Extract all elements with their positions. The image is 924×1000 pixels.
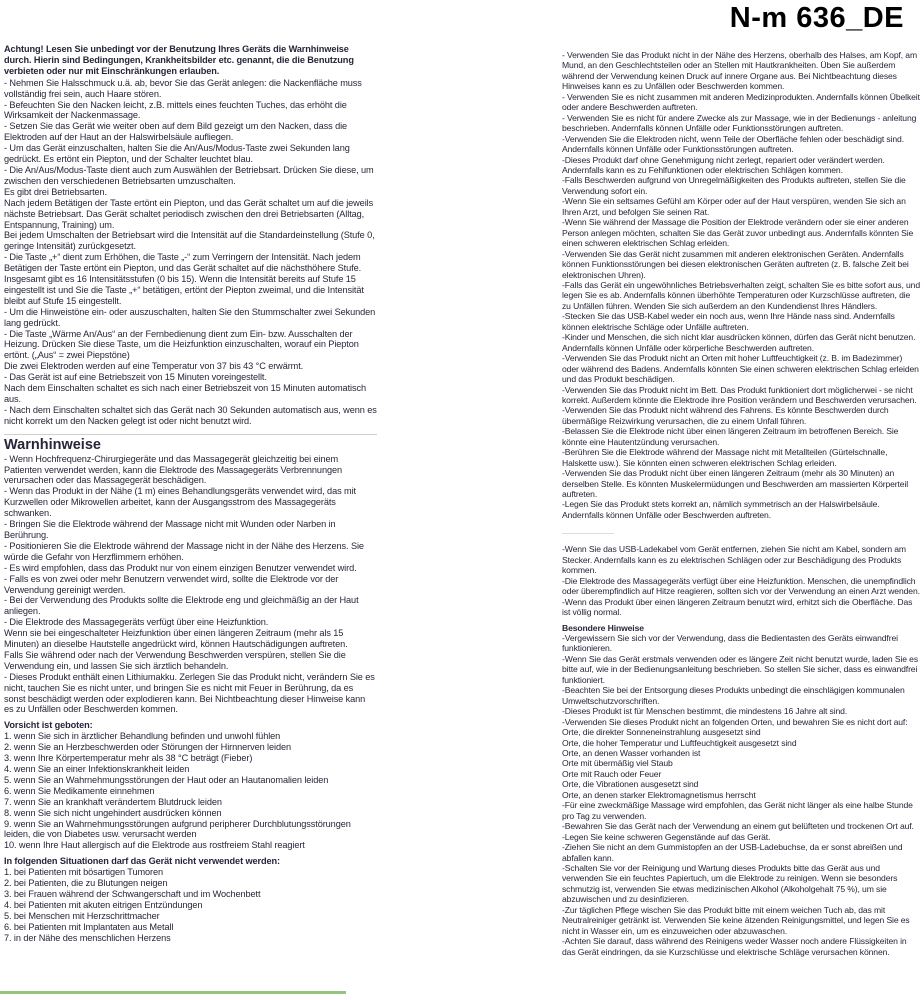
warning-paragraph: - Es wird empfohlen, dass das Produkt nur von einem einzigen Benutzer verwendet wird. (4, 562, 357, 573)
special-note-paragraph: -Ziehen Sie nicht an dem Gummistopfen an der USB-Ladebuchse, da er sonst abreißen und abfallen kann. (562, 842, 903, 863)
care-paragraph: -Wenn das Produkt über einen längeren Zeitraum benutzt wird, erhitzt sich die Oberfläche. Das ist völlig normal. (562, 596, 913, 618)
safety-paragraph: - Verwenden Sie das Produkt nicht in der Nähe des Herzens, oberhalb des Halses, am Kopf, am Mund, an den Geschlechtsteilen oder an Stellen mit Hautkrankheiten. Üben Sie außerdem während der Verwendung keinen Druck auf innere Organe aus. Bei Nichtbeachtung dieses Hinweises kann es zu Unfällen oder Beschwerden kommen. (562, 50, 917, 92)
usb-care-list (562, 544, 920, 617)
special-note-paragraph: Orte, an denen Wasser vorhanden ist (562, 748, 701, 758)
special-notes-list (562, 633, 920, 957)
special-note-paragraph: -Bewahren Sie das Gerät nach der Verwendung an einem gut belüfteten und trockenen Ort auf. (562, 821, 914, 832)
special-note-paragraph: Orte mit Rauch oder Feuer (562, 768, 662, 779)
safety-paragraph: - Verwenden Sie es nicht zusammen mit anderen Medizinprodukten. Andernfalls können Übelkeit oder andere Beschwerden auftreten. (562, 91, 920, 113)
warning-paragraph: - Bei der Verwendung des Produkts sollte die Elektrode eng und gleichmäßig an der Haut anliegen. (4, 595, 359, 617)
warning-paragraph: - Falls es von zwei oder mehr Benutzern verwendet wird, sollte die Elektrode vor der Verwendung gereinigt werden. (4, 573, 339, 595)
caution-item: 9. wenn Sie an Wahrnehmungsstörungen aufgrund peripherer Durchblutungsstörungen leiden, die von Diabetes usw. verursacht werden (4, 818, 351, 840)
special-note-paragraph: Orte, die Vibrationen ausgesetzt sind (562, 779, 699, 790)
instruction-paragraph: - Nach dem Einschalten schaltet sich das Gerät nach 30 Sekunden automatisch aus, wenn es nicht korrekt um den Nacken gelegt ist oder nicht benutzt wird. (4, 404, 377, 426)
page-title: N-m 636_DE (729, 2, 904, 34)
warning-paragraph: Falls Sie während oder nach der Verwendung Beschwerden verspüren, stellen Sie die Verwendung ein, und lassen Sie sich ärztlich behandeln. (4, 649, 346, 671)
safety-paragraph: -Dieses Produkt darf ohne Genehmigung nicht zerlegt, repariert oder verändert werden. Andernfalls kann es zu Fehlfunktionen oder elektrischen Schlägen kommen. (562, 154, 885, 175)
instruction-paragraph: Bei jedem Umschalten der Betriebsart wird die Intensität auf die Standardeinstellung (Stufe 0, geringe Intensität) zurückgesetzt. (4, 230, 375, 252)
safety-list (562, 50, 920, 520)
forbidden-item: 4. bei Patienten mit akuten eitrigen Entzündungen (4, 899, 203, 910)
safety-paragraph: -Verwenden Sie das Produkt nicht über einen längeren Zeitraum (mehr als 30 Minuten) an derselben Stelle. Es könnten Muskelermüdungen und Beschwerden am massierten Körperteil auftreten. (562, 468, 909, 500)
instruction-paragraph: Nach jedem Betätigen der Taste ertönt ein Piepton, und das Gerät schaltet um auf die jeweils nächste Betriebsart. Das Gerät schaltet periodisch zwischen den drei Betriebsarten (Alltag, Entspannung, Training) um. (4, 197, 374, 230)
safety-paragraph: -Legen Sie das Produkt stets korrekt an, nämlich symmetrisch an der Halswirbelsäule. Andernfalls können Unfälle oder Beschwerden auftreten. (562, 499, 880, 520)
safety-paragraph: -Verwenden Sie das Produkt nicht an Orten mit hoher Luftfeuchtigkeit (z. B. im Badezimmer) oder während des Badens. Andernfalls könnten Sie einen schweren elektrischen Schlag erleiden und das Produkt beschädigen. (562, 353, 919, 385)
instruction-paragraph: - Die Taste „Wärme An/Aus“ an der Fernbedienung dient zum Ein- bzw. Ausschalten der Heizung. Drücken Sie diese Taste, um die Heizfunktion einzuschalten, worauf ein Piepton ertönt. („Aus“ = zwei Piepstöne) (4, 328, 359, 361)
instruction-paragraph: Die zwei Elektroden werden auf eine Temperatur von 37 bis 43 °C erwärmt. (4, 361, 304, 372)
safety-paragraph: -Kinder und Menschen, die sich nicht klar ausdrücken können, dürfen das Gerät nicht benutzen. Andernfalls können Unfälle oder körperliche Beschwerden auftreten. (562, 332, 916, 353)
safety-paragraph: -Verwenden Sie das Produkt nicht während des Fahrens. Es könnte Beschwerden durch übermäßige Reizwirkung verursachen, die zu einem Unfall führen. (562, 405, 889, 426)
caution-item: 7. wenn Sie an krankhaft verändertem Blutdruck leiden (4, 796, 222, 807)
special-note-paragraph: -Achten Sie darauf, dass während des Reinigens weder Wasser noch andere Flüssigkeiten in das Gerät eindringen, da sie Kurzschlüsse und elektrische Schläge verursachen können. (562, 936, 907, 957)
subsection-divider (562, 533, 614, 534)
special-note-paragraph: Orte mit übermäßig viel Staub (562, 758, 673, 769)
special-note-paragraph: -Für eine zweckmäßige Massage wird empfohlen, das Gerät nicht länger als eine halbe Stunde pro Tag zu verwenden. (562, 800, 913, 821)
safety-paragraph: -Verwenden Sie das Gerät nicht zusammen mit anderen elektronischen Geräten. Andernfalls können Funktionsstörungen bei diesen elektronischen Geräten auftreten (z. B. falsche Zeit bei elektronischen Uhren). (562, 248, 909, 280)
attention-intro: Achtung! Lesen Sie unbedingt vor der Benutzung Ihres Geräts die Warnhinweise durch. Hierin sind Bedingungen, Krankheitsbilder etc. genannt, die die Benutzung verbieten oder nur mit Einschränkungen erlauben. (4, 44, 354, 76)
safety-paragraph: -Falls das Gerät ein ungewöhnliches Betriebsverhalten zeigt, schalten Sie es bitte sofort aus, und legen Sie es ab. Andernfalls können überhöhte Temperaturen oder Kurzschlüsse auftreten, die zu Unfällen führen. Wenden Sie sich außerdem an den Kundendienst Ihres Händlers. (562, 279, 920, 311)
caution-heading: Vorsicht ist geboten: (4, 720, 93, 731)
green-divider (0, 991, 346, 994)
safety-paragraph: -Verwenden Sie das Produkt nicht im Bett. Das Produkt funktioniert dort möglicherwei - se nicht korrekt. Außerdem könnte die Elektrode ihre Position verändern und Beschwerden verursachen. (562, 384, 917, 405)
special-note-paragraph: -Beachten Sie bei der Entsorgung dieses Produkts unbedingt die einschlägigen kommunalen Umweltschutzvorschriften. (562, 685, 905, 706)
right-column (562, 50, 920, 957)
warnings-heading: Warnhinweise (4, 436, 101, 453)
forbidden-item: 7. in der Nähe des menschlichen Herzens (4, 932, 171, 943)
warning-paragraph: - Positionieren Sie die Elektrode während der Massage nicht in der Nähe des Herzens. Sie würde die Gefahr von Herzflimmern erhöhen. (4, 540, 364, 562)
caution-item: 1. wenn Sie sich in ärztlicher Behandlung befinden und unwohl fühlen (4, 731, 281, 742)
caution-item: 8. wenn Sie sich nicht ungehindert ausdrücken können (4, 807, 222, 818)
instruction-paragraph: - Die Taste „+“ dient zum Erhöhen, die Taste „-“ zum Verringern der Intensität. Nach jedem Betätigen der Taste ertönt ein Piepton, und das Gerät schaltet auf die nächsthöhere Stufe. Insgesamt gibt es 16 Intensitätsstufen (0 bis 15). Wenn die Intensität bereits auf Stufe 15 eingestellt ist und Sie die Taste „+“ betätigen, ertönt der Piepton zweimal, und die Intensität bleibt auf Stufe 15 eingestellt. (4, 252, 364, 306)
special-note-paragraph: Orte, die direkter Sonneneinstrahlung ausgesetzt sind (562, 727, 761, 738)
safety-paragraph: -Falls Beschwerden aufgrund von Unregelmäßigkeiten des Produkts auftreten, stellen Sie die Verwendung sofort ein. (562, 175, 906, 196)
warning-paragraph: - Die Elektrode des Massagegeräts verfügt über eine Heizfunktion. (4, 617, 269, 628)
warning-paragraph: - Wenn das Produkt in der Nähe (1 m) eines Behandlungsgeräts verwendet wird, das mit Kurzwellen oder Mikrowellen arbeitet, kann der Ausgangsstrom des Massagegeräts schwanken. (4, 486, 356, 519)
section-divider (4, 434, 377, 435)
forbidden-heading: In folgenden Situationen darf das Gerät nicht verwendet werden: (4, 856, 281, 867)
caution-item: 2. wenn Sie an Herzbeschwerden oder Störungen der Hirnnerven leiden (4, 742, 291, 753)
safety-paragraph: -Stecken Sie das USB-Kabel weder ein noch aus, wenn Ihre Hände nass sind. Andernfalls können elektrische Schläge oder Unfälle auftreten. (562, 311, 895, 332)
safety-paragraph: -Wenn Sie ein seltsames Gefühl am Körper oder auf der Haut verspüren, wenden Sie sich an Ihren Arzt, und befolgen Sie seinen Rat. (562, 196, 906, 217)
instruction-paragraph: - Um die Hinweistöne ein- oder auszuschalten, halten Sie den Stummschalter zwei Sekunden lang gedrückt. (4, 306, 376, 328)
operating-instructions (4, 78, 377, 427)
caution-item: 5. wenn Sie an Wahrnehmungsstörungen der Haut oder an Hautanomalien leiden (4, 774, 329, 785)
instruction-paragraph: Nach dem Einschalten schaltet es sich nach einer Betriebszeit von 15 Minuten automatisch aus. (4, 383, 366, 404)
forbidden-item: 5. bei Menschen mit Herzschrittmacher (4, 910, 160, 921)
warnings-list (4, 454, 377, 716)
special-note-paragraph: Orte, an denen starker Elektromagnetismus herrscht (562, 789, 756, 800)
safety-paragraph: -Belassen Sie die Elektrode nicht über einen längeren Zeitraum im betroffenen Bereich. Sie könnte eine Hautentzündung verursachen. (562, 426, 899, 447)
instruction-paragraph: Es gibt drei Betriebsarten. (4, 186, 108, 197)
left-column (4, 44, 377, 944)
special-note-paragraph: -Vergewissern Sie sich vor der Verwendung, dass die Bedientasten des Geräts einwandfrei funktionieren. (562, 633, 898, 654)
instruction-paragraph: - Um das Gerät einzuschalten, halten Sie die An/Aus/Modus-Taste zwei Sekunden lang gedrückt. Es ertönt ein Piepton, und der Schalter leuchtet blau. (4, 143, 350, 165)
warning-paragraph: - Wenn Hochfrequenz-Chirurgiegeräte und das Massagegerät gleichzeitig bei einem Patienten verwendet werden, kann die Elektrode des Massagegeräts Verbrennungen verursachen oder das Massagegerät beschädigen. (4, 453, 342, 486)
instruction-paragraph: - Das Gerät ist auf eine Betriebszeit von 15 Minuten voreingestellt. (4, 372, 267, 383)
caution-item: 4. wenn Sie an einer Infektionskrankheit leiden (4, 764, 190, 774)
warning-paragraph: Wenn sie bei eingeschalteter Heizfunktion über einen längeren Zeitraum (mehr als 15 Minuten) an dieselbe Hautstelle angedrückt wird, können Hautschädigungen auftreten. (4, 628, 348, 650)
instruction-paragraph: - Setzen Sie das Gerät wie weiter oben auf dem Bild gezeigt um den Nacken, dass die Elektroden auf der Haut an der Halswirbelsäule aufliegen. (4, 121, 348, 143)
forbidden-item: 3. bei Frauen während der Schwangerschaft und im Wochenbett (4, 888, 261, 899)
caution-item: 6. wenn Sie Medikamente einnehmen (4, 785, 155, 796)
caution-item: 3. wenn Ihre Körpertemperatur mehr als 38 °C beträgt (Fieber) (4, 753, 253, 764)
forbidden-item: 6. bei Patienten mit Implantaten aus Metall (4, 921, 174, 932)
safety-paragraph: -Wenn Sie während der Massage die Position der Elektrode verändern oder sie einer anderen Person anlegen möchten, schalten Sie das Gerät zuvor unbedingt aus. Andernfalls könnten Sie einen schweren elektrischen Schlag erleiden. (562, 217, 914, 249)
care-paragraph: -Die Elektrode des Massagegeräts verfügt über eine Heizfunktion. Menschen, die unempfindlich oder überempfindlich auf Hitze reagieren, sollten sich vor der Verwendung an einen Arzt wenden. (562, 575, 920, 597)
special-note-paragraph: -Schalten Sie vor der Reinigung und Wartung dieses Produkts bitte das Gerät aus und verwenden Sie ein feuchtes Papiertuch, um die Elektrode zu reinigen. Wenn sie besonders schmutzig ist, verwenden Sie etwas medizinischen Alkohol (Alkoholgehalt 75 %), um sie abzuwischen und zu desinfizieren. (562, 862, 898, 905)
instruction-paragraph: - Nehmen Sie Halsschmuck u.ä. ab, bevor Sie das Gerät anlegen: die Nackenfläche muss vollständig frei sein, auch Haare stören. (4, 77, 362, 99)
instruction-paragraph: - Befeuchten Sie den Nacken leicht, z.B. mittels eines feuchten Tuches, das erhöht die Wirksamkeit der Nackenmassage. (4, 99, 347, 121)
special-note-paragraph: -Legen Sie keine schweren Gegenstände auf das Gerät. (562, 831, 771, 842)
safety-paragraph: - Verwenden Sie es nicht für andere Zwecke als zur Massage, wie in der Bedienungs - anleitung beschrieben. Andernfalls können Unfälle oder Funktionsstörungen auftreten. (562, 112, 917, 134)
care-paragraph: -Wenn Sie das USB-Ladekabel vom Gerät entfernen, ziehen Sie nicht am Kabel, sondern am Stecker. Andernfalls kann es zu elektrischen Schlägen oder zur Beschädigung des Produkts kommen. (562, 544, 906, 576)
special-note-paragraph: Orte, die hoher Temperatur und Luftfeuchtigkeit ausgesetzt sind (562, 737, 797, 748)
instruction-paragraph: - Die An/Aus/Modus-Taste dient auch zum Auswählen der Betriebsart. Drücken Sie diese, um zwischen den verschiedenen Betriebsarten umzuschalten. (4, 164, 374, 186)
caution-list (4, 731, 377, 851)
special-note-paragraph: -Zur täglichen Pflege wischen Sie das Produkt bitte mit einem weichen Tuch ab, das mit Neutralreiniger getränkt ist. Verwenden Sie keine ätzenden Reinigungsmittel, und legen Sie es nicht in Wasser ein, um es einzuweichen oder abzuwaschen. (562, 904, 910, 936)
forbidden-list (4, 867, 377, 943)
special-note-paragraph: -Dieses Produkt ist für Menschen bestimmt, die mindestens 16 Jahre alt sind. (562, 706, 848, 717)
forbidden-item: 1. bei Patienten mit bösartigen Tumoren (4, 867, 164, 878)
safety-paragraph: -Verwenden Sie die Elektroden nicht, wenn Teile der Oberfläche fehlen oder beschädigt sind. Andernfalls können Unfälle oder Funktionsstörungen auftreten. (562, 133, 904, 155)
special-note-paragraph: -Verwenden Sie dieses Produkt nicht an folgenden Orten, und bewahren Sie es nicht dort auf: (562, 716, 908, 727)
warning-paragraph: - Bringen Sie die Elektrode während der Massage nicht mit Wunden oder Narben in Berührung. (4, 519, 336, 540)
special-notes-heading: Besondere Hinweise (562, 622, 644, 633)
warning-paragraph: - Dieses Produkt enthält einen Lithiumakku. Zerlegen Sie das Produkt nicht, verändern Sie es nicht, tauchen Sie es nicht unter, und bringen Sie es nicht mit Feuer in Berührung, da es sonst beschädigt werden oder explodieren kann. Bei Nichtbeachtung dieser Hinweise kann es zu Unfällen oder Beschwerden kommen. (4, 671, 375, 715)
special-note-paragraph: -Wenn Sie das Gerät erstmals verwenden oder es längere Zeit nicht benutzt wurde, laden Sie es bitte auf, wie in der Bedienungsanleitung beschrieben. So stellen Sie sicher, dass es einwandfrei funktioniert. (562, 653, 919, 685)
safety-paragraph: -Berühren Sie die Elektrode während der Massage nicht mit Metallteilen (Gürtelschnalle, Halskette usw.). Sie könnten einen schweren elektrischen Schlag erleiden. (562, 447, 888, 468)
forbidden-item: 2. bei Patienten, die zu Blutungen neigen (4, 878, 168, 889)
caution-item: 10. wenn Ihre Haut allergisch auf die Elektrode aus rostfreiem Stahl reagiert (4, 840, 305, 851)
